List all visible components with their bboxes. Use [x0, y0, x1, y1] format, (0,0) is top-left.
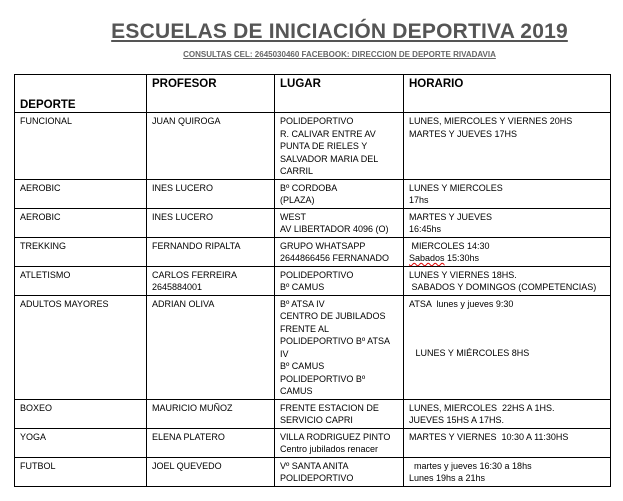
cell-deporte: ATLETISMO	[15, 266, 147, 295]
cell-horario: LUNES, MIERCOLES Y VIERNES 20HS MARTES Y JUEVES 17HS	[404, 113, 611, 180]
cell-lugar: Bº ATSA IV CENTRO DE JUBILADOS FRENTE AL POLIDEPORTIVO Bº ATSA IV Bº CAMUS POLIDEPORTIVO Bº CAMUS	[275, 295, 404, 399]
cell-lugar: Vº SANTA ANITA POLIDEPORTIVO	[275, 457, 404, 486]
cell-profesor: MAURICIO MUÑOZ	[147, 399, 275, 428]
cell-profesor: JUAN QUIROGA	[147, 113, 275, 180]
cell-lugar: POLIDEPORTIVO R. CALIVAR ENTRE AV PUNTA DE RIELES Y SALVADOR MARIA DEL CARRIL	[275, 113, 404, 180]
cell-deporte: FUTBOL	[15, 457, 147, 486]
header-deporte: DEPORTE	[15, 75, 147, 113]
cell-deporte: AEROBIC	[15, 208, 147, 237]
cell-profesor: FERNANDO RIPALTA	[147, 237, 275, 266]
header-profesor: PROFESOR	[147, 75, 275, 113]
cell-deporte: AEROBIC	[15, 179, 147, 208]
table-row	[15, 266, 611, 295]
cell-horario: MARTES Y JUEVES 16:45hs	[404, 208, 611, 237]
cell-lugar: GRUPO WHATSAPP 2644866456 FERNANADO	[275, 237, 404, 266]
cell-profesor: JOEL QUEVEDO	[147, 457, 275, 486]
cell-deporte: ADULTOS MAYORES	[15, 295, 147, 399]
cell-lugar: POLIDEPORTIVO Bº CAMUS	[275, 266, 404, 295]
cell-deporte: BOXEO	[15, 399, 147, 428]
cell-profesor: INES LUCERO	[147, 179, 275, 208]
schedule-table	[14, 74, 611, 487]
misspelled-word: Sabados	[409, 253, 445, 263]
table-row	[15, 428, 611, 457]
cell-horario: LUNES, MIERCOLES 22HS A 1HS. JUEVES 15HS A 17HS.	[404, 399, 611, 428]
table-row	[15, 208, 611, 237]
table-header-row	[15, 75, 611, 113]
cell-horario: MIERCOLES 14:30 Sabados 15:30hs	[404, 237, 611, 266]
cell-horario: LUNES Y VIERNES 18HS. SABADOS Y DOMINGOS (COMPETENCIAS)	[404, 266, 611, 295]
table-row	[15, 179, 611, 208]
cell-lugar: WEST AV LIBERTADOR 4096 (O)	[275, 208, 404, 237]
cell-deporte: FUNCIONAL	[15, 113, 147, 180]
cell-profesor: ADRIAN OLIVA	[147, 295, 275, 399]
cell-profesor: ELENA PLATERO	[147, 428, 275, 457]
cell-deporte: TREKKING	[15, 237, 147, 266]
table-row	[15, 237, 611, 266]
table-row	[15, 295, 611, 399]
cell-profesor: INES LUCERO	[147, 208, 275, 237]
cell-horario: LUNES Y MIERCOLES 17hs	[404, 179, 611, 208]
header-lugar: LUGAR	[275, 75, 404, 113]
table-row	[15, 113, 611, 180]
cell-horario: MARTES Y VIERNES 10:30 A 11:30HS	[404, 428, 611, 457]
cell-lugar: Bº CORDOBA (PLAZA)	[275, 179, 404, 208]
cell-horario: martes y jueves 16:30 a 18hs Lunes 19hs a 21hs	[404, 457, 611, 486]
page-title: ESCUELAS DE INICIACIÓN DEPORTIVA 2019	[111, 20, 568, 43]
cell-profesor: CARLOS FERREIRA 2645884001	[147, 266, 275, 295]
header-horario: HORARIO	[404, 75, 611, 113]
cell-deporte: YOGA	[15, 428, 147, 457]
table-row	[15, 399, 611, 428]
table-row	[15, 457, 611, 486]
contact-subtitle: CONSULTAS CEL: 2645030460 FACEBOOK: DIRECCION DE DEPORTE RIVADAVIA	[183, 50, 496, 59]
cell-lugar: FRENTE ESTACION DE SERVICIO CAPRI	[275, 399, 404, 428]
cell-horario: ATSA lunes y jueves 9:30 LUNES Y MIÉRCOLES 8HS	[404, 295, 611, 399]
cell-lugar: VILLA RODRIGUEZ PINTO Centro jubilados renacer	[275, 428, 404, 457]
